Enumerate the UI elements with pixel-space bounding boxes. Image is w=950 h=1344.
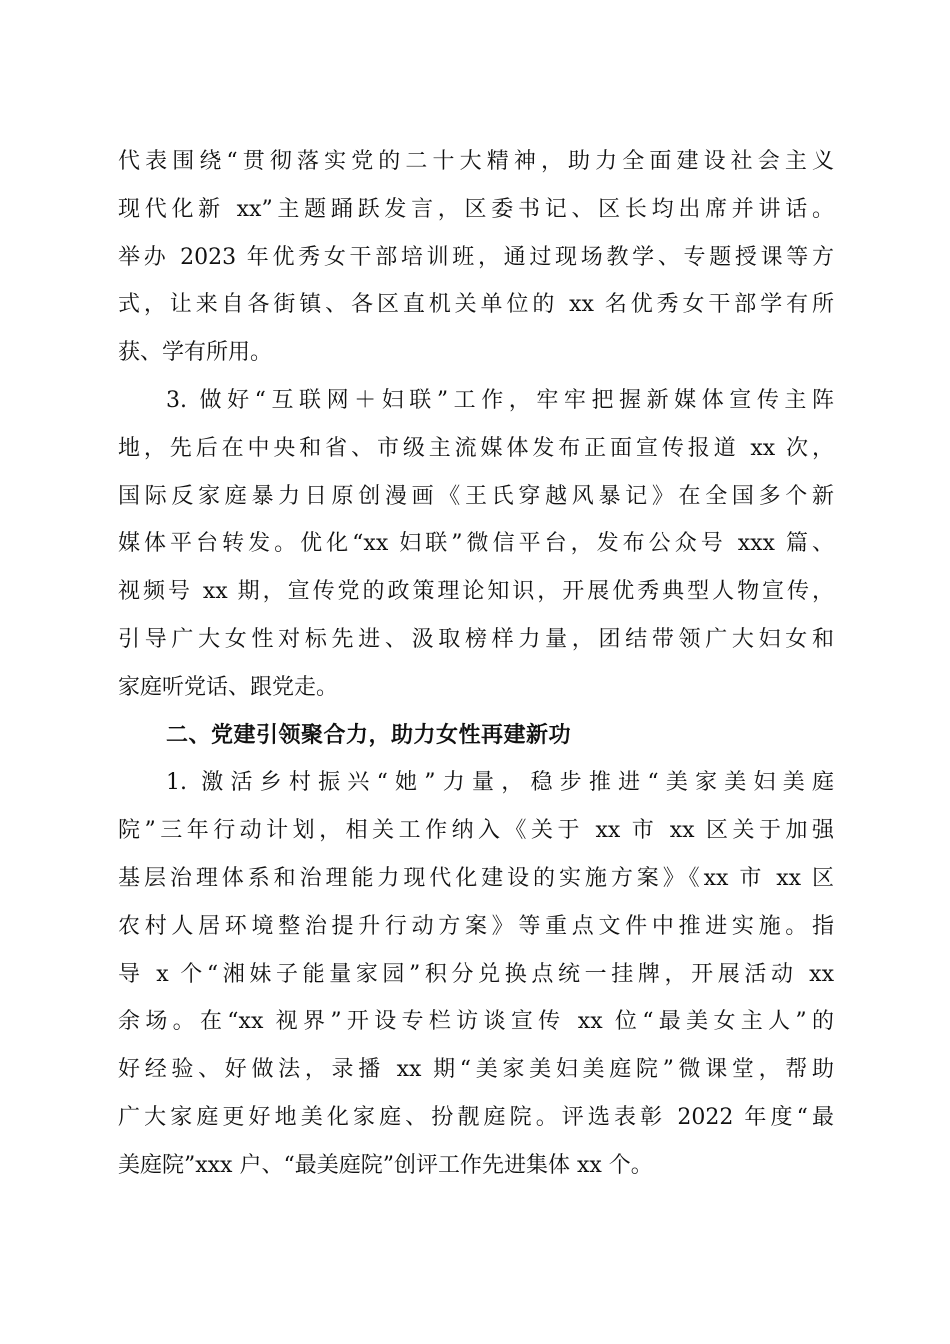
text-line: 广大家庭更好地美化家庭、扮靓庭院。评选表彰 2022 年度“最 <box>118 1104 834 1130</box>
text-line: 媒体平台转发。优化“xx 妇联”微信平台，发布公众号 xxx 篇、 <box>118 531 834 557</box>
text-line: 举办 2023 年优秀女干部培训班，通过现场教学、专题授课等方 <box>118 244 834 270</box>
text-line: 院”三年行动计划，相关工作纳入《关于 xx 市 xx 区关于加强 <box>118 818 834 844</box>
text-line: 代表围绕“贯彻落实党的二十大精神，助力全面建设社会主义 <box>118 149 834 174</box>
text-line: 式，让来自各街镇、各区直机关单位的 xx 名优秀女干部学有所 <box>118 292 834 318</box>
text-line: 1. 激活乡村振兴“她”力量，稳步推进“美家美妇美庭 <box>166 770 834 796</box>
text-line: 导 x 个“湘妹子能量家园”积分兑换点统一挂牌，开展活动 xx <box>118 961 834 987</box>
text-line: 美庭院”xxx 户、“最美庭院”创评工作先进集体 xx 个。 <box>118 1152 653 1178</box>
text-line: 国际反家庭暴力日原创漫画《王氏穿越风暴记》在全国多个新 <box>118 483 834 509</box>
text-line: 引导广大女性对标先进、汲取榜样力量，团结带领广大妇女和 <box>118 626 834 652</box>
text-line: 农村人居环境整治提升行动方案》等重点文件中推进实施。指 <box>118 913 834 939</box>
document-body <box>118 138 834 1190</box>
text-line: 地，先后在中央和省、市级主流媒体发布正面宣传报道 xx 次， <box>118 435 834 461</box>
text-line: 基层治理体系和治理能力现代化建设的实施方案》《xx 市 xx 区 <box>118 865 834 891</box>
paragraph-2 <box>118 377 834 712</box>
paragraph-1 <box>118 138 834 377</box>
text-line: 3. 做好“互联网＋妇联”工作，牢牢把握新媒体宣传主阵 <box>166 387 834 413</box>
text-line: 余场。在“xx 视界”开设专栏访谈宣传 xx 位“最美女主人”的 <box>118 1009 834 1035</box>
text-line: 家庭听党话、跟党走。 <box>118 674 339 700</box>
text-line: 现代化新 xx”主题踊跃发言，区委书记、区长均出席并讲话。 <box>118 196 834 222</box>
text-line: 获、学有所用。 <box>118 340 273 366</box>
paragraph-3 <box>118 759 834 1189</box>
section-heading: 二、党建引领聚合力，助力女性再建新功 <box>166 722 572 748</box>
text-line: 视频号 xx 期，宣传党的政策理论知识，开展优秀典型人物宣传， <box>118 579 834 605</box>
text-line: 好经验、好做法，录播 xx 期“美家美妇美庭院”微课堂，帮助 <box>118 1057 834 1083</box>
